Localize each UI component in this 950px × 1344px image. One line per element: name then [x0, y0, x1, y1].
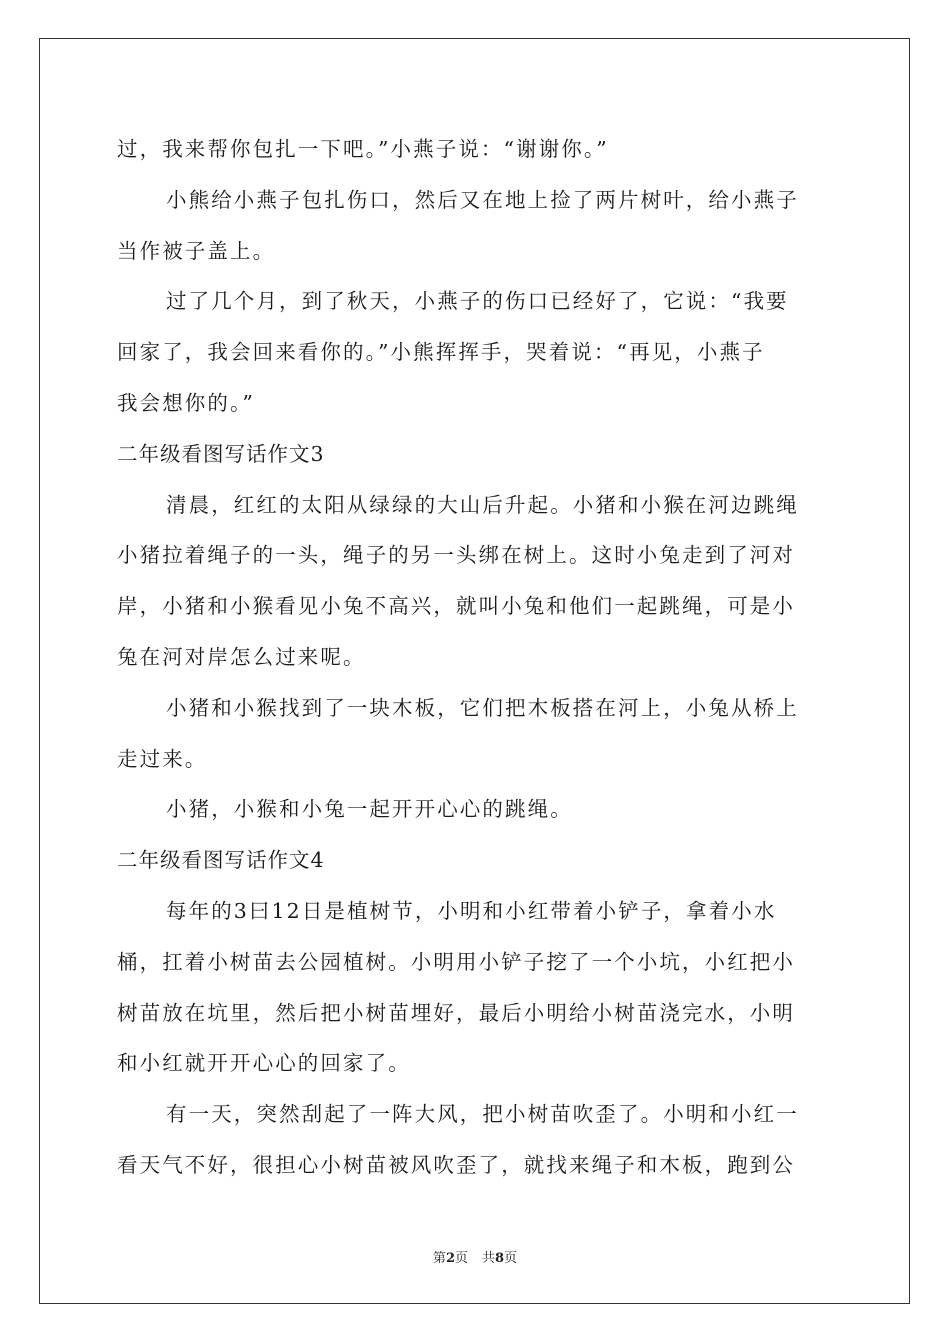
- section-heading: 二年级看图写话作文3: [117, 441, 325, 466]
- text-line: 我会想你的。”: [117, 390, 255, 415]
- text-line: 走过来。: [117, 746, 208, 771]
- section-heading: 二年级看图写话作文4: [117, 848, 325, 873]
- text-line: 小猪和小猴找到了一块木板，它们把木板搭在河上，小兔从桥上: [166, 695, 799, 720]
- text-line: 小熊给小燕子包扎伤口，然后又在地上捡了两片树叶，给小燕子: [166, 187, 799, 212]
- text-line: 每年的3曰12日是植树节，小明和小红带着小铲子，拿着小水: [166, 898, 777, 923]
- page-number: 第2页: [432, 1251, 468, 1266]
- page-footer: [0, 1247, 950, 1266]
- text-line: 小猪，小猴和小兔一起开开心心的跳绳。: [166, 797, 573, 822]
- text-line: 树苗放在坑里，然后把小树苗埋好，最后小明给小树苗浇完水，小明: [117, 1000, 795, 1025]
- text-line: 当作被子盖上。: [117, 238, 276, 263]
- text-line: 过了几个月，到了秋天，小燕子的伤口已经好了，它说：“我要: [166, 289, 789, 314]
- text-line: 过，我来帮你包扎一下吧。”小燕子说：“谢谢你。”: [117, 137, 609, 161]
- text-line: 桶，扛着小树苗去公园植树。小明用小铲子挖了一个小坑，小红把小: [117, 949, 795, 974]
- text-line: 有一天，突然刮起了一阵大风，把小树苗吹歪了。小明和小红一: [166, 1102, 799, 1127]
- text-line: 小猪拉着绳子的一头，绳子的另一头绑在树上。这时小兔走到了河对: [117, 543, 795, 568]
- text-line: 回家了，我会回来看你的。”小熊挥挥手，哭着说：“再见，小燕子: [117, 340, 765, 365]
- text-line: 兔在河对岸怎么过来呢。: [117, 644, 366, 669]
- page-total: 共8页: [482, 1251, 518, 1266]
- text-line: 清晨，红红的太阳从绿绿的大山后升起。小猪和小猴在河边跳绳: [166, 492, 799, 517]
- text-line: 和小红就开开心心的回家了。: [117, 1051, 411, 1076]
- text-line: 岸，小猪和小猴看见小兔不高兴，就叫小兔和他们一起跳绳，可是小: [117, 594, 795, 619]
- text-line: 看天气不好，很担心小树苗被风吹歪了，就找来绳子和木板，跑到公: [117, 1152, 795, 1177]
- document-body: [117, 124, 833, 1191]
